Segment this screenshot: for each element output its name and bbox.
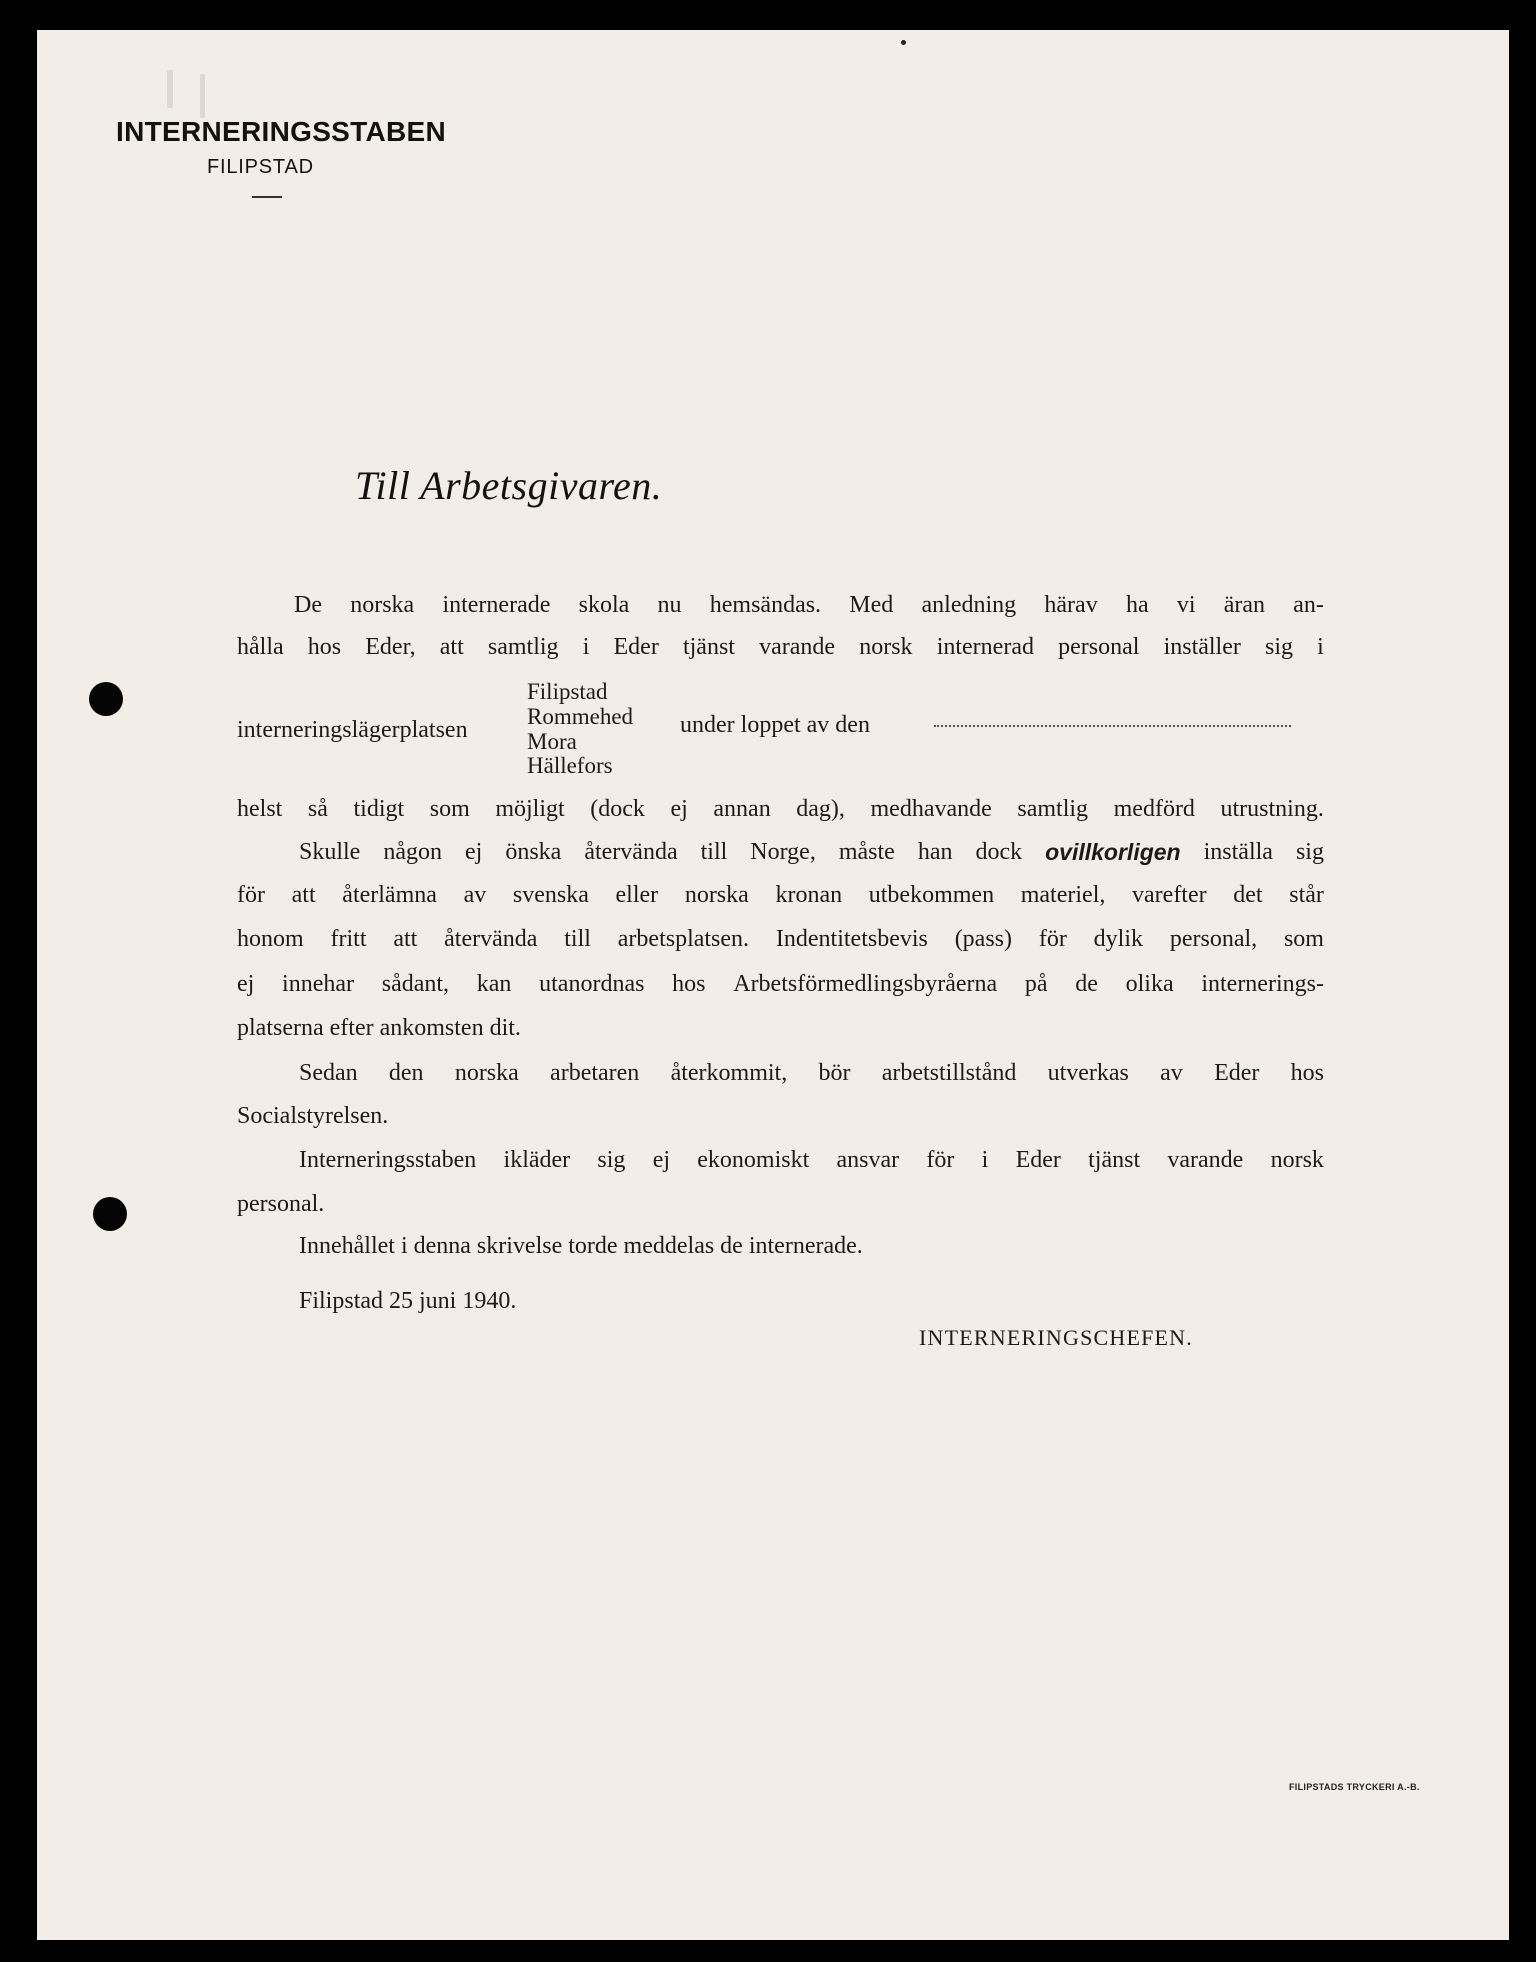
paragraph-2-line-3: honom fritt att återvända till arbetsplatsen. Indentitetsbevis (pass) för dylik personal, som	[237, 926, 1324, 952]
paragraph-2-line-5: platserna efter ankomsten dit.	[237, 1015, 521, 1041]
paragraph-1-line-2: hålla hos Eder, att samtlig i Eder tjänst varande norsk internerad personal inställer sig i	[237, 634, 1324, 660]
printer-imprint: FILIPSTADS TRYCKERI A.-B.	[1289, 1782, 1420, 1792]
letterhead-divider	[252, 196, 282, 198]
date-fill-in-line	[934, 725, 1291, 727]
faded-mark	[167, 70, 173, 108]
paragraph-2-line-1: Skulle någon ej önska återvända till Norge, måste han dock ovillkorligen inställa sig	[299, 839, 1324, 865]
camp-option: Hällefors	[527, 753, 613, 778]
punch-hole	[89, 682, 123, 716]
camp-option: Rommehed	[527, 704, 634, 729]
paragraph-2-line-2: för att återlämna av svenska eller norska kronan utbekommen materiel, varefter det står	[237, 882, 1324, 908]
date-line: Filipstad 25 juni 1940.	[299, 1288, 517, 1314]
period-label: under loppet av den	[680, 712, 870, 738]
letterhead-title: INTERNERINGSSTABEN	[116, 116, 447, 147]
camp-option: Mora	[527, 729, 577, 754]
paragraph-1-line-1: De norska internerade skola nu hemsändas. Med anledning härav ha vi äran an-	[294, 592, 1324, 618]
emphasized-word: ovillkorligen	[1045, 839, 1181, 865]
paragraph-5: Innehållet i denna skrivelse torde meddelas de internerade.	[299, 1233, 863, 1259]
paragraph-2-line-4: ej innehar sådant, kan utanordnas hos Arbetsförmedlingsbyråerna på de olika internerings-	[237, 971, 1324, 997]
letter-page	[37, 30, 1509, 1940]
paragraph-1-line-4: helst så tidigt som möjligt (dock ej annan dag), medhavande samtlig medförd utrustning.	[237, 796, 1324, 822]
camp-option: Filipstad	[527, 679, 608, 704]
punch-hole	[93, 1197, 127, 1231]
signature-line: INTERNERINGSCHEFEN.	[919, 1325, 1193, 1350]
paragraph-3-line-2: Socialstyrelsen.	[237, 1103, 389, 1129]
paragraph-4-line-1: Interneringsstaben ikläder sig ej ekonomiskt ansvar för i Eder tjänst varande norsk	[299, 1147, 1324, 1173]
paragraph-3-line-1: Sedan den norska arbetaren återkommit, bör arbetstillstånd utverkas av Eder hos	[299, 1060, 1324, 1086]
faded-mark	[200, 74, 205, 118]
paragraph-4-line-2: personal.	[237, 1191, 325, 1217]
camp-label: interneringslägerplatsen	[237, 717, 468, 743]
ink-speck	[901, 40, 906, 45]
letterhead-city: FILIPSTAD	[207, 156, 314, 178]
salutation: Till Arbetsgivaren.	[355, 463, 663, 508]
